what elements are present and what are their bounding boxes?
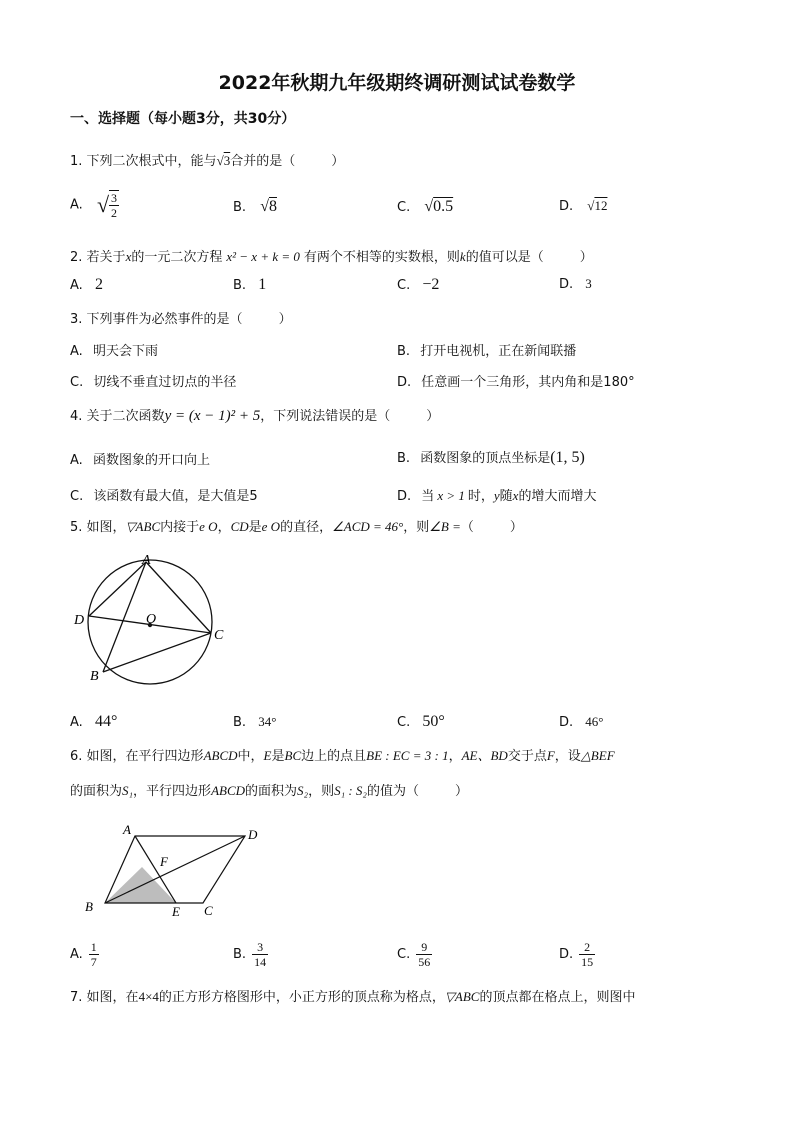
question-text: 若关于 (86, 250, 126, 265)
question-number: 7. (70, 990, 83, 1005)
sqrt-sign: √ (96, 192, 110, 217)
section-heading: 一、选择题（每小题3分，共30分） (70, 111, 296, 127)
option-value: 46° (585, 714, 604, 729)
option-d[interactable] (559, 714, 604, 730)
question-text-tail: 合并的是（ (230, 154, 296, 169)
question-text-mid: 的一元二次方程 (131, 250, 223, 265)
option-value: 切线不垂直过切点的半径 (93, 375, 237, 390)
option-d[interactable] (559, 940, 595, 969)
option-c[interactable] (70, 371, 236, 390)
option-label: A. (70, 715, 83, 730)
inequality: x > 1 (437, 488, 465, 503)
fraction: $\frac{2}{15}$ (581, 940, 594, 969)
fraction: $\frac{3}{14}$ (254, 940, 267, 969)
option-label: A. (70, 947, 83, 962)
variable: y (493, 488, 500, 503)
option-label: B. (397, 344, 411, 359)
option-label: D. (397, 375, 412, 390)
answer-paren-open: （ (460, 520, 474, 535)
sqrt-expression: √12 (587, 198, 608, 213)
segment: BD (490, 748, 508, 763)
option-b[interactable] (397, 447, 585, 467)
label-f: F (160, 854, 168, 869)
answer-paren-close: ） (278, 312, 292, 327)
variable: k (459, 249, 466, 264)
triangle-symbol: ▽ABC (125, 519, 161, 534)
question-number: 6. (70, 749, 83, 764)
option-label: A. (70, 197, 83, 213)
question-text-part: ， (217, 520, 231, 535)
answer-paren-close: ） (509, 520, 523, 535)
label-a: A (142, 553, 151, 568)
option-value: 该函数有最大值，是大值是5 (93, 489, 258, 504)
triangle-name: △BEF (580, 748, 615, 763)
question-number: 1. (70, 154, 83, 169)
question-text-part: 是 (248, 520, 262, 535)
option-label: B. (233, 715, 247, 730)
sqrt-expression: √8 (260, 198, 277, 215)
question-text: 如图，在平行四边形 (86, 749, 204, 764)
question-4 (70, 405, 439, 425)
option-value: 2 (94, 276, 103, 293)
variable: x (512, 488, 519, 503)
vertex-coordinate: (1, 5) (550, 449, 585, 466)
option-value: 函数图象的开口向上 (92, 453, 210, 468)
answer-paren-close: ） (454, 784, 468, 799)
option-text: 随 (499, 489, 513, 504)
question-text-part: 的面积为 (70, 784, 123, 799)
option-label: B. (233, 278, 247, 293)
question-text-part: ，则 (308, 784, 335, 799)
angle-expression: ∠ACD = 46° (332, 519, 404, 534)
question-6-line-2 (70, 780, 468, 799)
point-name: E (263, 748, 272, 763)
question-5 (70, 516, 523, 535)
area-symbol: S₂ (297, 783, 309, 798)
variable: x (125, 249, 132, 264)
segment-bc (103, 633, 211, 672)
option-c[interactable] (397, 713, 445, 731)
question-text-part: ，设 (554, 749, 581, 764)
option-label: D. (559, 947, 574, 962)
question-text-part: 是 (271, 749, 285, 764)
fraction: $\frac{9}{56}$ (418, 940, 431, 969)
question-text-tail: 的值可以是（ (465, 250, 544, 265)
point-name: F (546, 748, 555, 763)
label-a: A (123, 822, 131, 837)
fraction: $\frac{3}{2}$ (111, 191, 118, 220)
question-text-part: 中， (237, 749, 264, 764)
question-text: 关于二次函数 (86, 409, 165, 424)
option-c[interactable] (397, 198, 453, 216)
question-text: 下列事件为必然事件的是（ (86, 312, 243, 327)
answer-paren-close: ） (579, 250, 593, 265)
question-6 (70, 745, 615, 764)
question-text-part: 的面积为 (245, 784, 298, 799)
option-label: C. (397, 947, 411, 962)
angle-expression: ∠B = (429, 519, 461, 534)
question-text-part: 的直径， (280, 520, 333, 535)
option-a[interactable] (70, 713, 117, 731)
option-label: C. (70, 489, 84, 504)
option-label: A. (70, 344, 83, 359)
option-d[interactable] (559, 198, 607, 214)
segment: BC (284, 748, 302, 763)
option-label: B. (233, 947, 247, 962)
option-text: 时， (467, 489, 494, 504)
triangle-symbol: ▽ABC (444, 989, 480, 1004)
option-a[interactable] (70, 340, 158, 359)
option-text: 的增大而增大 (518, 489, 597, 504)
option-value: 50° (422, 713, 445, 730)
label-d: D (248, 827, 258, 842)
question-2 (70, 246, 593, 265)
label-o: O (146, 612, 157, 627)
ratio-expression: BE : EC = 3 : 1 (366, 748, 449, 763)
circle-figure (70, 550, 230, 700)
option-value: 打开电视机，正在新闻联播 (420, 344, 577, 359)
question-1 (70, 150, 344, 169)
question-text-part: ， (448, 749, 462, 764)
option-value: 函数图象的顶点坐标是 (420, 451, 551, 466)
option-text: 当 (421, 489, 435, 504)
option-b[interactable] (397, 340, 576, 359)
parallelogram-figure (80, 820, 270, 920)
circle-symbol: e O (199, 519, 218, 534)
option-a[interactable] (70, 449, 210, 468)
option-a[interactable] (70, 190, 119, 220)
answer-paren-close: ） (426, 409, 440, 424)
grid-size: 4×4 (138, 989, 159, 1004)
option-c[interactable] (397, 276, 439, 294)
option-label: D. (397, 489, 412, 504)
function-expression: y = (x − 1)² + 5 (164, 408, 261, 424)
option-d[interactable] (397, 485, 596, 504)
option-value: 明天会下雨 (92, 344, 158, 359)
question-text-part: 交于点 (507, 749, 547, 764)
option-c[interactable] (70, 485, 258, 504)
question-number: 2. (70, 250, 83, 265)
answer-paren-close: ） (331, 154, 345, 169)
question-number: 4. (70, 409, 83, 424)
ratio-expression: S₁ : S₂ (334, 783, 367, 798)
option-value: 1 (258, 276, 267, 293)
label-b: B (90, 669, 99, 684)
question-text-part: 的正方形方格图形中，小正方形的顶点称为格点， (158, 990, 445, 1005)
question-text-part: 内接于 (160, 520, 200, 535)
option-d[interactable] (397, 371, 635, 390)
question-text-tail: ，下列说法错误的是（ (260, 409, 391, 424)
label-b: B (85, 899, 93, 914)
option-label: D. (559, 277, 574, 292)
option-a[interactable] (70, 276, 103, 294)
label-c: C (214, 628, 224, 643)
option-b[interactable] (233, 940, 268, 969)
option-c[interactable] (397, 940, 432, 969)
fraction: $\frac{1}{7}$ (90, 940, 97, 969)
question-text-part: ，平行四边形 (133, 784, 212, 799)
label-d: D (74, 613, 85, 628)
label-c: C (204, 903, 213, 918)
option-value: 任意画一个三角形，其内角和是180° (421, 375, 635, 390)
option-label: D. (559, 199, 574, 214)
question-number: 3. (70, 312, 83, 327)
option-d[interactable] (559, 276, 592, 292)
option-value: 44° (94, 713, 118, 730)
option-b[interactable] (233, 198, 277, 216)
option-label: D. (559, 715, 574, 730)
question-text: 如图，在 (86, 990, 139, 1005)
question-text: 下列二次根式中，能与 (86, 154, 217, 169)
option-label: C. (70, 375, 84, 390)
option-label: B. (233, 200, 247, 215)
option-label: B. (397, 451, 411, 466)
question-text: 如图， (86, 520, 126, 535)
option-label: A. (70, 278, 83, 293)
question-text-part: ，则 (403, 520, 430, 535)
question-text-tail: 的顶点都在格点上，则图中 (479, 990, 636, 1005)
equation: x² − x + k = 0 (226, 249, 300, 264)
segment-ab (103, 562, 146, 672)
area-symbol: S₁ (122, 783, 134, 798)
option-a[interactable] (70, 940, 99, 969)
question-number: 5. (70, 520, 83, 535)
option-b[interactable] (233, 276, 266, 294)
segment: AE、 (461, 748, 491, 763)
circle-symbol: e O (261, 519, 281, 534)
option-value: −2 (422, 276, 440, 293)
option-value: 3 (585, 276, 592, 291)
option-label: C. (397, 715, 411, 730)
option-label: C. (397, 200, 411, 215)
option-label: C. (397, 278, 411, 293)
option-value: 34° (258, 714, 277, 729)
sqrt-expression: √3 (216, 153, 231, 168)
question-7 (70, 986, 636, 1005)
option-label: A. (70, 453, 83, 468)
label-e: E (172, 904, 180, 919)
option-b[interactable] (233, 714, 276, 730)
question-text-tail: 的值为（ (366, 784, 419, 799)
question-text-part: 边上的点且 (301, 749, 367, 764)
page-title: 2022年秋期九年级期终调研测试试卷数学 (218, 72, 576, 94)
question-3 (70, 308, 292, 327)
segment: CD (230, 519, 249, 534)
parallelogram-name: ABCD (211, 783, 246, 798)
parallelogram-name: ABCD (203, 748, 238, 763)
question-text-mid2: 有两个不相等的实数根，则 (303, 250, 460, 265)
sqrt-expression: √0.5 (424, 198, 454, 215)
